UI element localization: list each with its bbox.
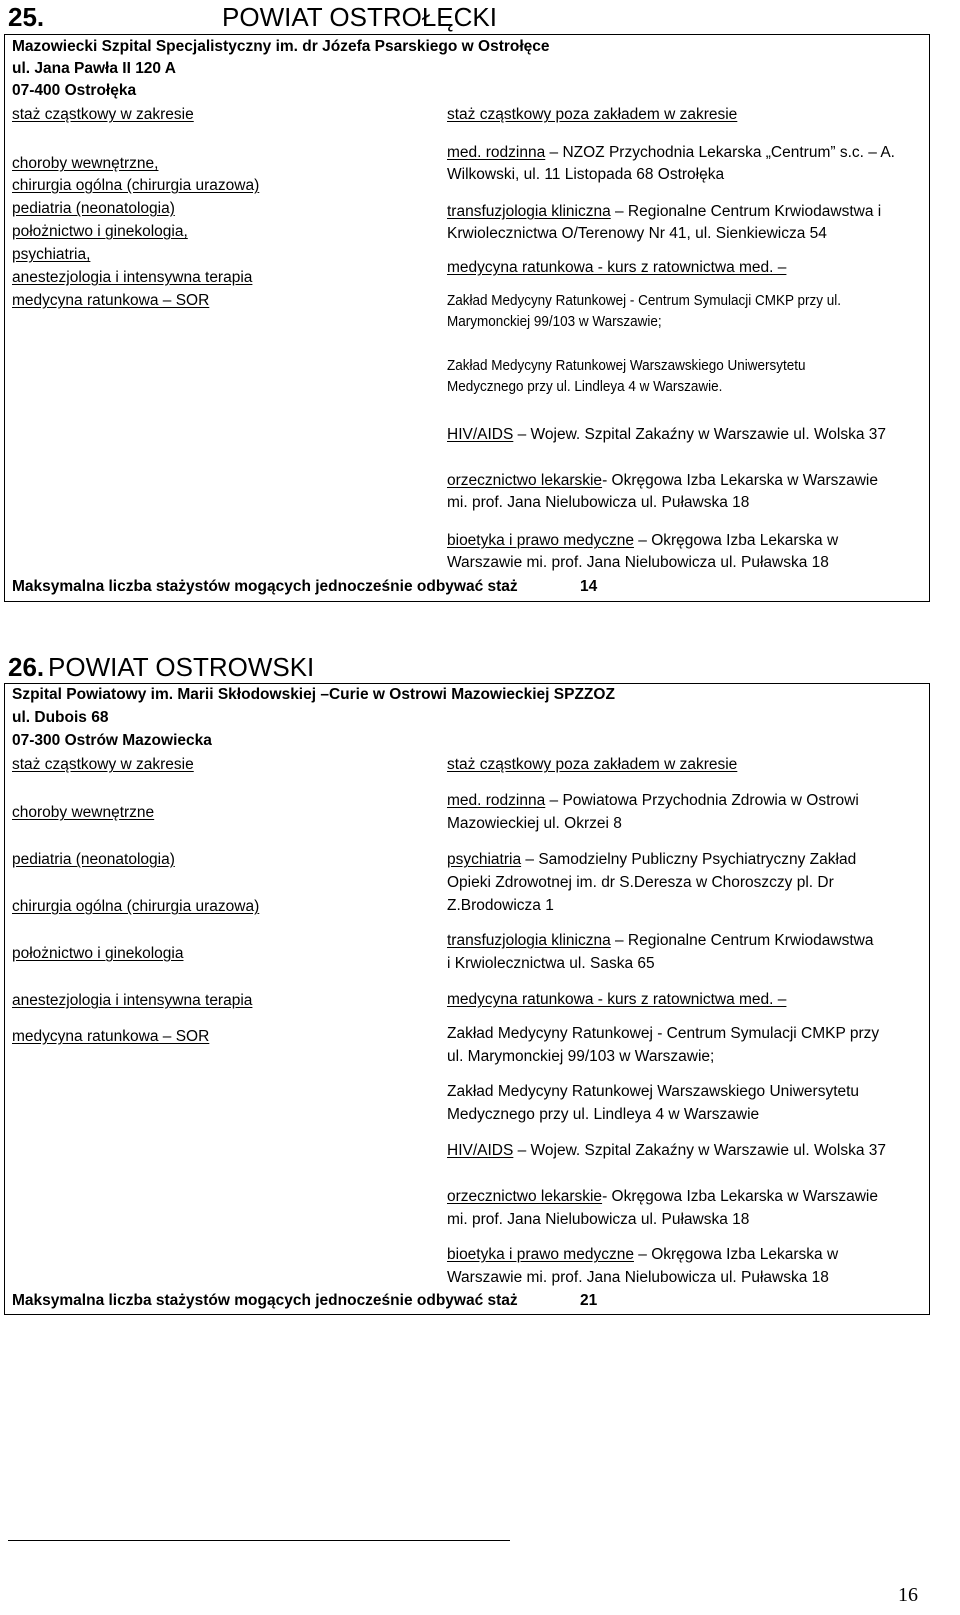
rotation-item: anestezjologia i intensywna terapia bbox=[12, 269, 253, 286]
bioethics-entry: bioetyka i prawo medyczne – Okręgowa Izba Lekarska w bbox=[447, 1246, 839, 1263]
rotation-item: medycyna ratunkowa – SOR bbox=[12, 1028, 210, 1045]
emergency-dept-wum-address: Medycznego przy ul. Lindleya 4 w Warszawie. bbox=[447, 379, 723, 395]
emergency-course-link: medycyna ratunkowa - kurs z ratownictwa med. bbox=[447, 259, 774, 276]
emergency-dept-cmkp-address: ul. Marymonckiej 99/103 w Warszawie; bbox=[447, 1048, 715, 1065]
section-26-number: 26. bbox=[8, 652, 45, 682]
max-interns-label: Maksymalna liczba stażystów mogących jednocześnie odbywać staż bbox=[12, 1292, 518, 1309]
internal-rotation-header: staż cząstkowy w zakresie bbox=[12, 106, 194, 123]
rotation-item: chirurgia ogólna (chirurgia urazowa) bbox=[12, 898, 260, 915]
transfusiology-address: Krwiolecznictwa O/Terenowy Nr 41, ul. Sienkiewicza 54 bbox=[447, 225, 827, 242]
emergency-course-link: medycyna ratunkowa - kurs z ratownictwa med. bbox=[447, 991, 774, 1008]
hiv-aids-entry: HIV/AIDS – Wojew. Szpital Zakaźny w Warszawie ul. Wolska 37 bbox=[447, 426, 887, 443]
rotation-item: pediatria (neonatologia) bbox=[12, 851, 175, 868]
transfusiology-link: transfuzjologia kliniczna bbox=[447, 932, 611, 949]
bioethics-link: bioetyka i prawo medyczne bbox=[447, 532, 634, 549]
rotation-item: pediatria (neonatologia) bbox=[12, 200, 175, 217]
bioethics-address: Warszawie mi. prof. Jana Nielubowicza ul. Puławska 18 bbox=[447, 1269, 829, 1286]
section-25-number: 25. bbox=[8, 2, 45, 32]
rotation-item: położnictwo i ginekologia, bbox=[12, 223, 188, 240]
bioethics-address: Warszawie mi. prof. Jana Nielubowicza ul. Puławska 18 bbox=[447, 554, 829, 571]
transfusiology-entry: transfuzjologia kliniczna – Regionalne Centrum Krwiodawstwa i bbox=[447, 203, 882, 220]
psychiatry-address-line: Z.Brodowicza 1 bbox=[447, 897, 554, 914]
certification-entry: orzecznictwo lekarskie- Okręgowa Izba Lekarska w Warszawie bbox=[447, 472, 878, 489]
hospital-postal-city: 07-400 Ostrołęka bbox=[12, 82, 137, 99]
family-medicine-address: Mazowieckiej ul. Okrzei 8 bbox=[447, 815, 622, 832]
emergency-dept-wum: Zakład Medycyny Ratunkowej Warszawskiego Uniwersytetu bbox=[447, 358, 806, 374]
emergency-dept-cmkp: Zakład Medycyny Ratunkowej - Centrum Symulacji CMKP przy bbox=[447, 1025, 880, 1042]
transfusiology-address: i Krwiolecznictwa ul. Saska 65 bbox=[447, 955, 655, 972]
family-medicine-link: med. rodzinna bbox=[447, 144, 546, 161]
bioethics-entry: bioetyka i prawo medyczne – Okręgowa Izba Lekarska w bbox=[447, 532, 839, 549]
section-25-title: POWIAT OSTROŁĘCKI bbox=[222, 2, 497, 32]
max-interns-label: Maksymalna liczba stażystów mogących jednocześnie odbywać staż bbox=[12, 578, 518, 595]
internal-rotation-header: staż cząstkowy w zakresie bbox=[12, 756, 194, 773]
external-rotation-header: staż cząstkowy poza zakładem w zakresie bbox=[447, 106, 738, 123]
transfusiology-link: transfuzjologia kliniczna bbox=[447, 203, 611, 220]
rotation-item: psychiatria, bbox=[12, 246, 91, 263]
hiv-aids-entry: HIV/AIDS – Wojew. Szpital Zakaźny w Warszawie ul. Wolska 37 bbox=[447, 1142, 887, 1159]
certification-entry: orzecznictwo lekarskie- Okręgowa Izba Lekarska w Warszawie bbox=[447, 1188, 878, 1205]
rotation-item: choroby wewnętrzne bbox=[12, 804, 155, 821]
hospital-postal-city: 07-300 Ostrów Mazowiecka bbox=[12, 732, 212, 749]
family-medicine-address: Wilkowski, ul. 11 Listopada 68 Ostrołęka bbox=[447, 166, 725, 183]
rotation-item: chirurgia ogólna (chirurgia urazowa) bbox=[12, 177, 260, 194]
rotation-item: anestezjologia i intensywna terapia bbox=[12, 992, 253, 1009]
certification-address: mi. prof. Jana Nielubowicza ul. Puławska 18 bbox=[447, 1211, 750, 1228]
max-interns-value: 14 bbox=[580, 578, 598, 595]
page-number: 16 bbox=[898, 1584, 918, 1606]
emergency-course-entry: medycyna ratunkowa - kurs z ratownictwa med. – bbox=[447, 259, 787, 276]
hospital-name: Szpital Powiatowy im. Marii Skłodowskiej –Curie w Ostrowi Mazowieckiej SPZZOZ bbox=[12, 686, 615, 703]
rotation-item: choroby wewnętrzne, bbox=[12, 155, 159, 172]
hospital-street: ul. Jana Pawła II 120 A bbox=[12, 60, 176, 77]
external-rotation-header: staż cząstkowy poza zakładem w zakresie bbox=[447, 756, 738, 773]
hospital-name: Mazowiecki Szpital Specjalistyczny im. dr Józefa Psarskiego w Ostrołęce bbox=[12, 38, 550, 55]
emergency-dept-wum: Zakład Medycyny Ratunkowej Warszawskiego Uniwersytetu bbox=[447, 1083, 860, 1100]
emergency-dept-cmkp: Zakład Medycyny Ratunkowej - Centrum Symulacji CMKP przy ul. bbox=[447, 293, 841, 309]
emergency-dept-cmkp-address: Marymonckiej 99/103 w Warszawie; bbox=[447, 314, 662, 330]
max-interns-value: 21 bbox=[580, 1292, 598, 1309]
family-medicine-entry: med. rodzinna – Powiatowa Przychodnia Zdrowia w Ostrowi bbox=[447, 792, 859, 809]
emergency-dept-wum-address: Medycznego przy ul. Lindleya 4 w Warszawie bbox=[447, 1106, 760, 1123]
hiv-aids-link: HIV/AIDS bbox=[447, 426, 514, 443]
certification-link: orzecznictwo lekarskie bbox=[447, 472, 603, 489]
footnote-separator bbox=[8, 1540, 510, 1541]
certification-address: mi. prof. Jana Nielubowicza ul. Puławska 18 bbox=[447, 494, 750, 511]
emergency-course-entry: medycyna ratunkowa - kurs z ratownictwa med. – bbox=[447, 991, 787, 1008]
bioethics-link: bioetyka i prawo medyczne bbox=[447, 1246, 634, 1263]
rotation-item: medycyna ratunkowa – SOR bbox=[12, 292, 210, 309]
psychiatry-entry: psychiatria – Samodzielny Publiczny Psychiatryczny Zakład bbox=[447, 851, 857, 868]
psychiatry-address-line: Opieki Zdrowotnej im. dr S.Deresza w Choroszczy pl. Dr bbox=[447, 874, 834, 891]
hospital-street: ul. Dubois 68 bbox=[12, 709, 109, 726]
family-medicine-entry: med. rodzinna – NZOZ Przychodnia Lekarska „Centrum” s.c. – A. bbox=[447, 144, 895, 161]
section-26-title: POWIAT OSTROWSKI bbox=[48, 652, 315, 682]
hiv-aids-link: HIV/AIDS bbox=[447, 1142, 514, 1159]
certification-link: orzecznictwo lekarskie bbox=[447, 1188, 603, 1205]
rotation-item: położnictwo i ginekologia bbox=[12, 945, 184, 962]
transfusiology-entry: transfuzjologia kliniczna – Regionalne Centrum Krwiodawstwa bbox=[447, 932, 874, 949]
psychiatry-link: psychiatria bbox=[447, 851, 522, 868]
family-medicine-link: med. rodzinna bbox=[447, 792, 546, 809]
